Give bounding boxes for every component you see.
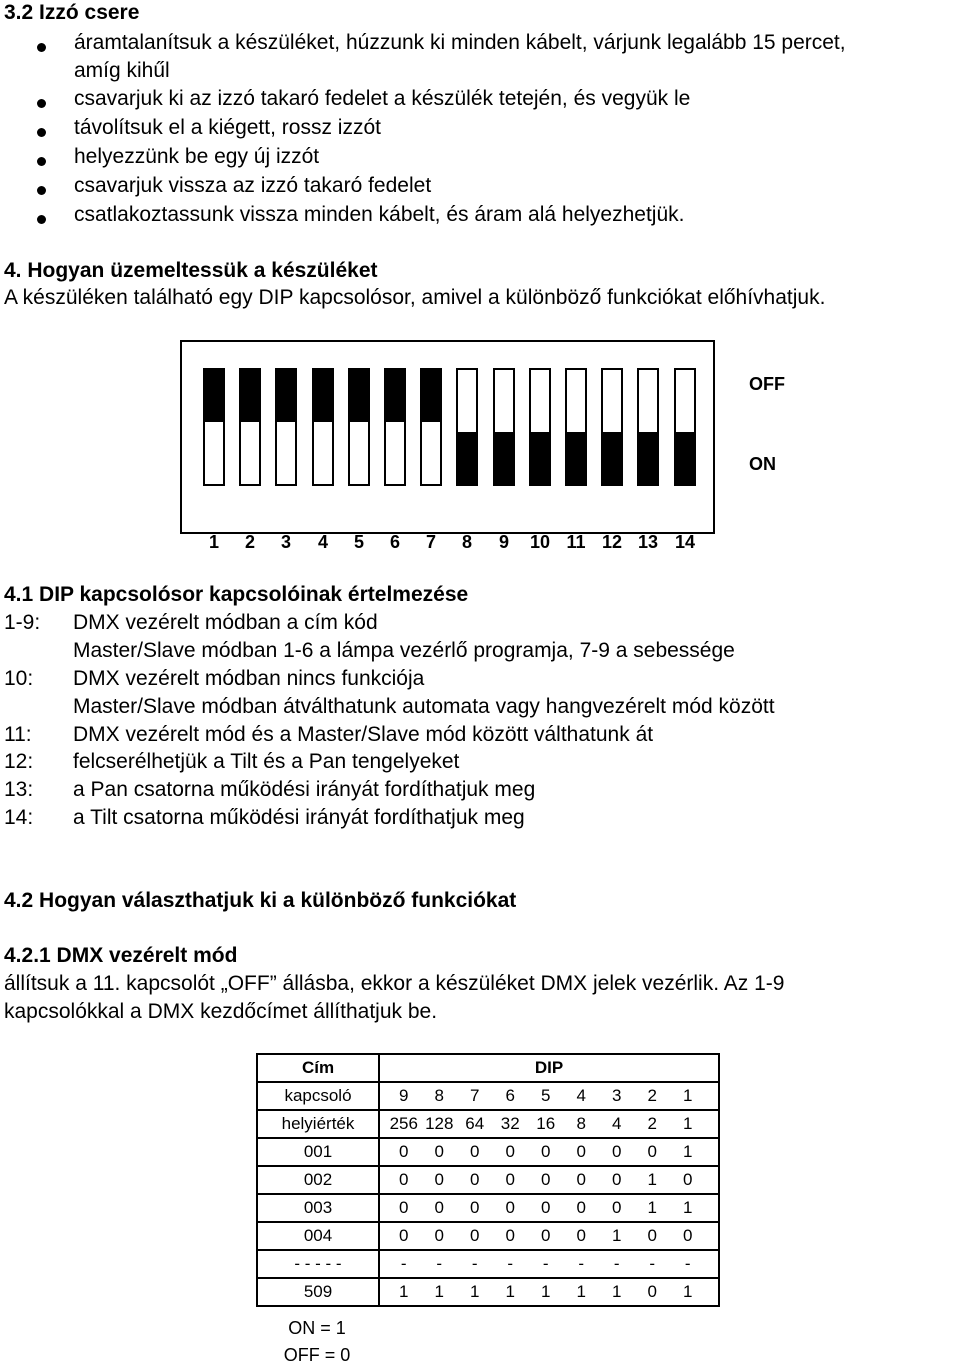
table-bit-cell: 0 [647,1282,657,1301]
dip-switch-knob [458,432,476,484]
bullet-icon [37,99,46,108]
table-bit-cell: 0 [683,1226,693,1245]
table-bit-cell: 16 [536,1114,556,1133]
table-bit-cell: 0 [541,1142,551,1161]
def-key: 1-9: [4,611,41,634]
table-header-row [257,1054,719,1082]
dip-switch-13 [637,368,659,486]
table-row [257,1166,719,1194]
table-bit-cell: - [613,1254,620,1273]
table-bit-cell: 4 [612,1114,622,1133]
table-row-label: 509 [257,1278,379,1306]
table-bit-cell: 1 [647,1198,657,1217]
dip-number-label: 11 [566,532,586,552]
def-key: 12: [4,750,34,773]
def-text: DMX vezérelt módban a cím kód [73,611,378,634]
dip-switch-14 [674,368,696,486]
table-bit-cell: 0 [541,1170,551,1189]
dip-switch-knob [350,370,368,422]
dip-switch-6 [384,368,406,486]
table-row-bits [379,1110,719,1138]
table-bit-cell: 0 [505,1142,515,1161]
section-32-title: 3.2 Izzó csere [4,1,140,24]
table-bit-cell: 64 [465,1114,485,1133]
table-bit-cell: 0 [505,1198,515,1217]
dip-switch-4 [312,368,334,486]
table-row [257,1250,719,1278]
section-42-title: 4.2 Hogyan választhatjuk ki a különböző funkciókat [4,889,517,912]
bullet-icon [37,43,46,52]
table-row-bits [379,1278,719,1306]
table-bit-cell: 0 [470,1226,480,1245]
bullet-icon [37,157,46,166]
def-text: DMX vezérelt mód és a Master/Slave mód között válthatunk át [73,723,654,746]
table-bit-cell: 0 [470,1170,480,1189]
table-bit-cell: 0 [399,1142,409,1161]
table-bit-cell: - [578,1254,585,1273]
section-421-line1: állítsuk a 11. kapcsolót „OFF” állásba, ekkor a készüléket DMX jelek vezérlik. Az 1-9 [4,972,785,995]
table-row [257,1082,719,1110]
def-text: Master/Slave módban 1-6 a lámpa vezérlő programja, 7-9 a sebessége [73,639,735,662]
dmx-address-table [256,1053,720,1307]
table-bit-cell: 1 [612,1226,622,1245]
table-bit-cell: 0 [576,1170,586,1189]
table-row [257,1138,719,1166]
section-4-title: 4. Hogyan üzemeltessük a készüléket [4,259,378,282]
table-bit-cell: 0 [505,1170,515,1189]
def-key: 10: [4,667,34,690]
def-key: 13: [4,778,34,801]
table-bit-cell: 5 [541,1086,551,1105]
table-bit-cell: 128 [425,1114,454,1133]
table-bit-cell: 0 [612,1198,622,1217]
table-bit-cell: 1 [434,1282,444,1301]
table-bit-cell: 1 [683,1198,693,1217]
table-row-label: 003 [257,1194,379,1222]
dip-number-label: 9 [498,532,509,552]
dip-switch-knob [205,370,223,422]
table-bit-cell: 32 [500,1114,520,1133]
def-text: a Pan csatorna működési irányát fordíthatjuk meg [73,778,536,801]
section-421-title: 4.2.1 DMX vezérelt mód [4,944,238,967]
dip-switch-3 [275,368,297,486]
table-bit-cell: 0 [576,1226,586,1245]
table-bit-cell: 0 [434,1142,444,1161]
table-bit-cell: 1 [470,1282,480,1301]
table-bit-cell: 0 [612,1142,622,1161]
table-bit-cell: 1 [399,1282,409,1301]
table-row-bits [379,1166,719,1194]
table-bit-cell: 6 [505,1086,515,1105]
section-421-line2: kapcsolókkal a DMX kezdőcímet állíthatjuk be. [4,1000,438,1023]
def-key: 11: [4,723,32,746]
dip-switch-1 [203,368,225,486]
table-row-bits [379,1138,719,1166]
table-bit-cell: - [507,1254,514,1273]
dip-number-label: 1 [208,532,219,552]
dip-number-label: 7 [425,532,436,552]
table-bit-cell: 0 [470,1142,480,1161]
dip-switch-7 [420,368,442,486]
table-bit-cell: 0 [612,1170,622,1189]
bullet-item-continuation: amíg kihűl [74,59,170,82]
table-row-label: - - - - - [257,1250,379,1278]
legend-on: ON = 1 [288,1318,346,1338]
table-bit-cell: 0 [470,1198,480,1217]
bullet-item: csatlakoztassunk vissza minden kábelt, és áram alá helyezhetjük. [74,203,685,226]
def-text: felcserélhetjük a Tilt és a Pan tengelyeket [73,750,460,773]
table-bit-cell: - [471,1254,478,1273]
bullet-item: csavarjuk ki az izzó takaró fedelet a készülék tetején, és vegyük le [74,87,691,110]
table-bit-cell: - [400,1254,407,1273]
def-text: DMX vezérelt módban nincs funkciója [73,667,425,690]
section-4-intro: A készüléken található egy DIP kapcsolósor, amivel a különböző funkciókat előhívhatjuk. [4,286,826,309]
dip-switch-5 [348,368,370,486]
table-bit-cell: 1 [505,1282,515,1301]
table-header-dip: DIP [379,1054,719,1082]
table-bit-cell: 0 [541,1198,551,1217]
table-bit-cell: 1 [612,1282,622,1301]
dip-number-label: 14 [674,532,696,552]
dip-switch-8 [456,368,478,486]
dip-switch-knob [676,432,694,484]
section-41-title: 4.1 DIP kapcsolósor kapcsolóinak értelmezése [4,583,469,606]
table-bit-cell: 256 [389,1114,418,1133]
dip-switch-knob [314,370,332,422]
table-bit-cell: - [684,1254,691,1273]
dip-switch-knob [241,370,259,422]
table-row [257,1110,719,1138]
table-row-bits [379,1082,719,1110]
table-bit-cell: 2 [647,1086,657,1105]
dip-switch-11 [565,368,587,486]
table-bit-cell: 0 [683,1170,693,1189]
dip-switch-knob [422,370,440,422]
table-bit-cell: 0 [541,1226,551,1245]
table-header-cim: Cím [257,1054,379,1082]
table-row-bits [379,1194,719,1222]
table-bit-cell: 0 [505,1226,515,1245]
table-bit-cell: 1 [683,1142,693,1161]
table-bit-cell: - [649,1254,656,1273]
table-bit-cell: - [542,1254,549,1273]
table-row [257,1222,719,1250]
dip-number-label: 3 [280,532,291,552]
table-bit-cell: 0 [399,1226,409,1245]
dip-number-label: 8 [461,532,472,552]
table-bit-cell: 1 [576,1282,586,1301]
bullet-item: helyezzünk be egy új izzót [74,145,320,168]
dip-number-label: 4 [317,532,328,552]
dip-number-label: 13 [637,532,659,552]
bullet-item: távolítsuk el a kiégett, rossz izzót [74,116,381,139]
table-bit-cell: 0 [434,1226,444,1245]
table-row-bits [379,1250,719,1278]
table-row-label: 001 [257,1138,379,1166]
bullet-item: csavarjuk vissza az izzó takaró fedelet [74,174,432,197]
legend-off: OFF = 0 [283,1345,351,1365]
table-bit-cell: 0 [399,1198,409,1217]
table-row [257,1194,719,1222]
dip-switch-9 [493,368,515,486]
dip-switch-knob [495,432,513,484]
table-bit-cell: 0 [647,1226,657,1245]
dip-switch-2 [239,368,261,486]
table-bit-cell: 0 [434,1170,444,1189]
table-bit-cell: 2 [647,1114,657,1133]
table-bit-cell: 9 [399,1086,409,1105]
dip-switch-knob [639,432,657,484]
def-text: Master/Slave módban átválthatunk automata vagy hangvezérelt mód között [73,695,775,718]
table-row-bits [379,1222,719,1250]
table-bit-cell: 1 [683,1282,693,1301]
dip-number-label: 12 [601,532,623,552]
table-bit-cell: 8 [576,1114,586,1133]
bullet-icon [37,215,46,224]
dip-number-label: 10 [529,532,551,552]
table-row-label: helyiérték [257,1110,379,1138]
bullet-item: áramtalanítsuk a készüléket, húzzunk ki minden kábelt, várjunk legalább 15 percet, [74,31,846,54]
table-bit-cell: 0 [576,1198,586,1217]
table-bit-cell: 1 [541,1282,551,1301]
dip-switch-knob [386,370,404,422]
dip-off-label: OFF [749,374,785,394]
table-row-label: kapcsoló [257,1082,379,1110]
table-bit-cell: 0 [434,1198,444,1217]
table-bit-cell: 7 [470,1086,480,1105]
table-row [257,1278,719,1306]
table-row-label: 002 [257,1166,379,1194]
table-bit-cell: - [436,1254,443,1273]
table-bit-cell: 8 [434,1086,444,1105]
def-text: a Tilt csatorna működési irányát fordíthatjuk meg [73,806,525,829]
dip-switch-knob [603,432,621,484]
table-bit-cell: 0 [399,1170,409,1189]
table-bit-cell: 1 [683,1114,693,1133]
bullet-icon [37,186,46,195]
dip-switch-knob [531,432,549,484]
table-bit-cell: 0 [576,1142,586,1161]
def-key: 14: [4,806,34,829]
table-bit-cell: 1 [683,1086,693,1105]
dip-switch-knob [567,432,585,484]
table-bit-cell: 4 [576,1086,586,1105]
table-row-label: 004 [257,1222,379,1250]
dip-switch-10 [529,368,551,486]
table-bit-cell: 3 [612,1086,622,1105]
dip-on-label: ON [749,454,776,474]
dip-switch-12 [601,368,623,486]
dip-switch-knob [277,370,295,422]
table-bit-cell: 1 [647,1170,657,1189]
dip-number-label: 6 [389,532,400,552]
bullet-icon [37,128,46,137]
dip-number-label: 2 [244,532,255,552]
table-bit-cell: 0 [647,1142,657,1161]
dip-number-label: 5 [353,532,364,552]
